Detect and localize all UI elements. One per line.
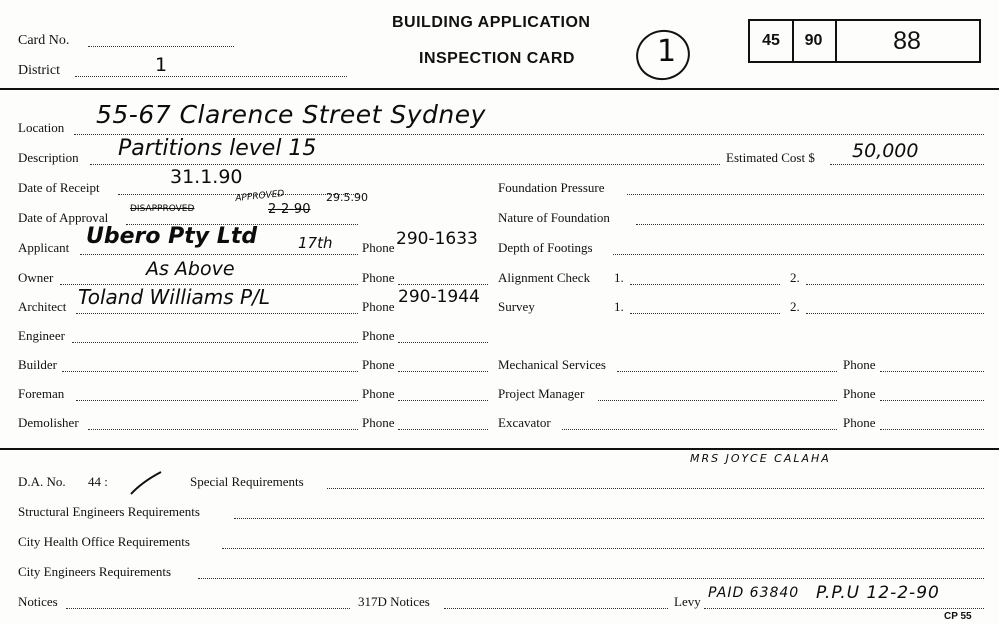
- builder-phone-field: [398, 371, 488, 372]
- builder-phone-label: Phone: [362, 357, 395, 372]
- structural-field: [234, 518, 984, 519]
- survey-1-label: 1.: [614, 299, 624, 314]
- excavator-phone-label: Phone: [843, 415, 876, 430]
- builder-label: Builder: [18, 357, 57, 372]
- health-label: City Health Office Requirements: [18, 534, 190, 549]
- engineer-field: [72, 342, 358, 343]
- demolisher-label: Demolisher: [18, 415, 79, 430]
- description-value: Partitions level 15: [118, 136, 317, 161]
- notices-317-label: 317D Notices: [358, 594, 430, 609]
- district-label: District: [18, 63, 60, 78]
- district-field: [75, 76, 347, 77]
- notices-317-field: [444, 608, 668, 609]
- levy-label: Levy: [674, 594, 701, 609]
- mechanical-label: Mechanical Services: [498, 357, 606, 372]
- date-receipt-label: Date of Receipt: [18, 180, 100, 195]
- levy-value: PAID 63840: [708, 585, 800, 601]
- demolisher-phone-label: Phone: [362, 415, 395, 430]
- owner-value: As Above: [146, 258, 235, 280]
- engineer-label: Engineer: [18, 328, 65, 343]
- card-number-box: [748, 19, 981, 63]
- date-approval-struck-date: 2-2-90: [268, 202, 311, 217]
- demolisher-phone-field: [398, 429, 488, 430]
- levy-ppu: P.P.U 12-2-90: [816, 583, 940, 603]
- alignment-check-1-label: 1.: [614, 270, 624, 285]
- demolisher-field: [88, 429, 358, 430]
- foreman-label: Foreman: [18, 386, 65, 401]
- survey-1-field: [630, 313, 780, 314]
- card-no-label: Card No.: [18, 33, 70, 48]
- depth-footings-field: [613, 254, 984, 255]
- city-engineers-field: [198, 578, 984, 579]
- notices-label: Notices: [18, 594, 58, 609]
- owner-phone-field: [398, 284, 488, 285]
- card-number-box-c: 88: [893, 26, 921, 55]
- description-field: [90, 164, 720, 165]
- foreman-phone-label: Phone: [362, 386, 395, 401]
- description-label: Description: [18, 150, 79, 165]
- city-engineers-label: City Engineers Requirements: [18, 564, 172, 579]
- project-manager-phone-field: [880, 400, 984, 401]
- circled-number: 1: [657, 34, 677, 69]
- location-field: [74, 134, 984, 135]
- alignment-check-1-field: [630, 284, 780, 285]
- estimated-cost-label: Estimated Cost $: [726, 150, 815, 165]
- engineer-phone-field: [398, 342, 488, 343]
- title-line-1: BUILDING APPLICATION: [392, 14, 591, 31]
- notices-field: [66, 608, 350, 609]
- applicant-phone-label: Phone: [362, 240, 395, 255]
- applicant-extra: 17th: [298, 234, 333, 252]
- location-label: Location: [18, 120, 65, 135]
- architect-label: Architect: [18, 299, 67, 314]
- survey-2-label: 2.: [790, 299, 800, 314]
- da-label: D.A. No.: [18, 474, 66, 489]
- mechanical-field: [617, 371, 837, 372]
- card-number-box-a: 45: [750, 21, 794, 61]
- architect-field: [76, 313, 358, 314]
- mechanical-phone-field: [880, 371, 984, 372]
- special-requirements-field: [327, 488, 984, 489]
- project-manager-label: Project Manager: [498, 386, 585, 401]
- nature-foundation-label: Nature of Foundation: [498, 210, 610, 225]
- alignment-check-2-field: [806, 284, 984, 285]
- project-manager-field: [598, 400, 837, 401]
- foreman-phone-field: [398, 400, 488, 401]
- architect-phone-value: 290-1944: [398, 287, 480, 307]
- applicant-value: Ubero Pty Ltd: [86, 224, 258, 249]
- estimated-cost-value: 50,000: [852, 140, 919, 162]
- owner-phone-label: Phone: [362, 270, 395, 285]
- district-value: 1: [155, 54, 168, 76]
- date-approval-note: APPROVED: [234, 188, 285, 204]
- owner-label: Owner: [18, 270, 54, 285]
- excavator-label: Excavator: [498, 415, 551, 430]
- engineer-phone-label: Phone: [362, 328, 395, 343]
- applicant-field: [80, 254, 358, 255]
- mechanical-phone-label: Phone: [843, 357, 876, 372]
- depth-footings-label: Depth of Footings: [498, 240, 593, 255]
- builder-field: [62, 371, 358, 372]
- survey-label: Survey: [498, 299, 535, 314]
- header-divider: [0, 88, 999, 90]
- foundation-pressure-field: [627, 194, 984, 195]
- date-approval-new-date: 29.5.90: [326, 191, 368, 204]
- special-requirements-note: MRS JOYCE CALAHA: [690, 452, 831, 465]
- da-value: 44 :: [88, 474, 108, 489]
- applicant-label: Applicant: [18, 240, 70, 255]
- date-approval-label: Date of Approval: [18, 210, 109, 225]
- structural-label: Structural Engineers Requirements: [18, 504, 200, 519]
- project-manager-phone-label: Phone: [843, 386, 876, 401]
- architect-phone-label: Phone: [362, 299, 395, 314]
- card-no-field: [88, 46, 234, 47]
- section-divider: [0, 448, 999, 450]
- estimated-cost-field: [830, 164, 984, 165]
- foreman-field: [76, 400, 358, 401]
- alignment-check-2-label: 2.: [790, 270, 800, 285]
- nature-foundation-field: [636, 224, 984, 225]
- survey-2-field: [806, 313, 984, 314]
- date-approval-struck: DISAPPROVED: [130, 204, 195, 214]
- alignment-check-label: Alignment Check: [498, 270, 591, 285]
- excavator-field: [562, 429, 837, 430]
- da-tick-mark: [128, 468, 164, 498]
- date-receipt-value: 31.1.90: [170, 166, 243, 188]
- health-field: [222, 548, 984, 549]
- excavator-phone-field: [880, 429, 984, 430]
- special-requirements-label: Special Requirements: [190, 474, 304, 489]
- foundation-pressure-label: Foundation Pressure: [498, 180, 605, 195]
- architect-value: Toland Williams P/L: [78, 285, 270, 309]
- levy-field: [704, 608, 984, 609]
- form-code: CP 55: [944, 611, 972, 622]
- applicant-phone-value: 290-1633: [396, 229, 478, 249]
- card-number-box-b: 90: [792, 21, 837, 61]
- title-line-2: INSPECTION CARD: [419, 50, 575, 67]
- location-value: 55-67 Clarence Street Sydney: [96, 100, 486, 129]
